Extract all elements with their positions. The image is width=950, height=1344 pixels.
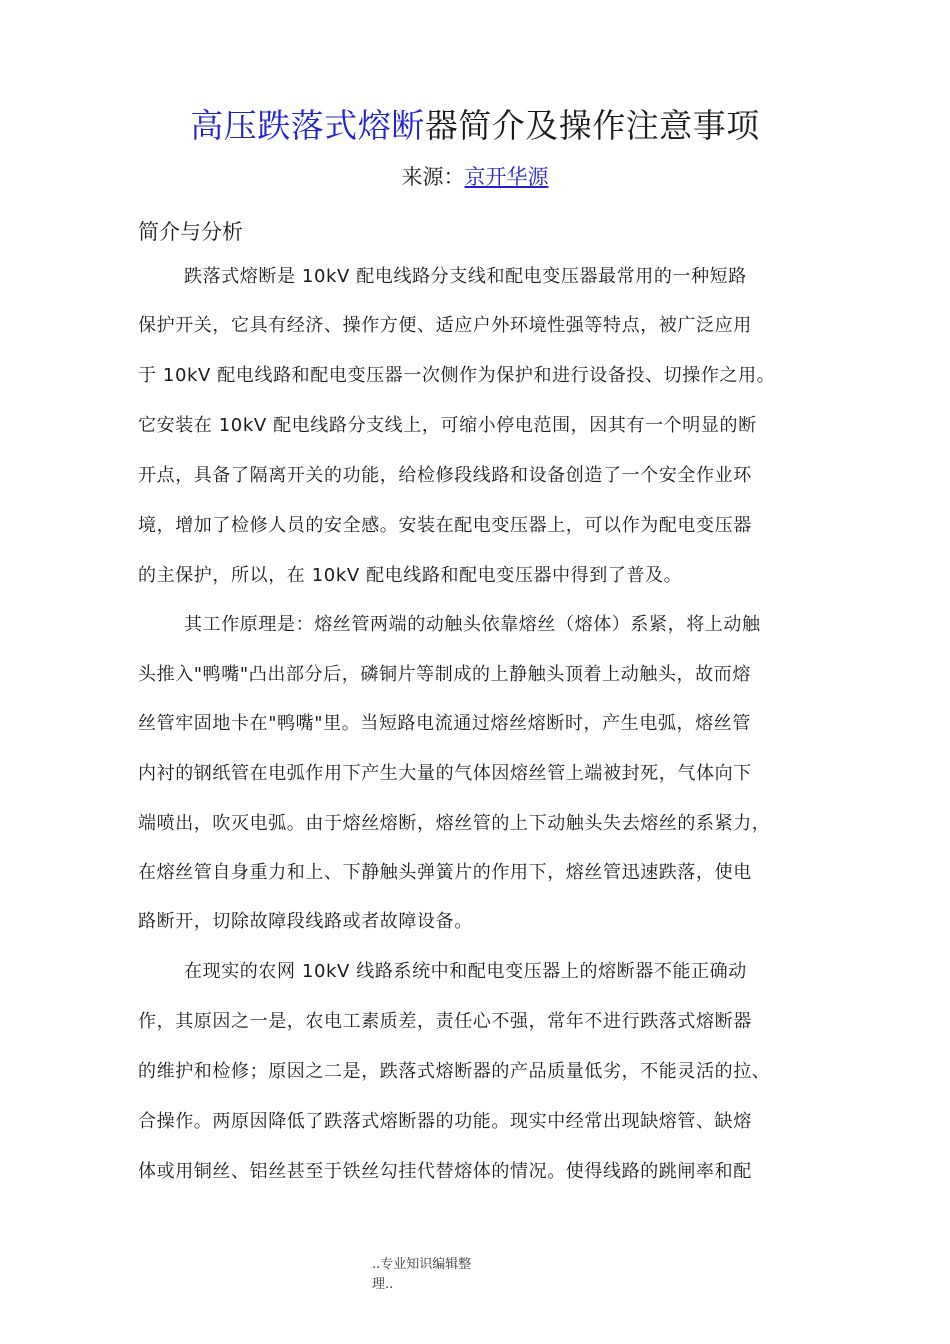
footer-text: 理.. (372, 1277, 394, 1292)
paragraph-line: 体或用铜丝、铝丝甚至于铁丝勾挂代替熔体的情况。使得线路的跳闸率和配 (138, 1161, 752, 1182)
paragraph-line: 境，增加了检修人员的安全感。安装在配电变压器上，可以作为配电变压器 (138, 515, 752, 536)
footer-text: ..专业知识编辑整 (372, 1257, 472, 1272)
document-title (0, 102, 950, 150)
paragraph-line: 它安装在 10kV 配电线路分支线上，可缩小停电范围，因其有一个明显的断 (138, 415, 757, 436)
source-link[interactable]: 京开华源 (464, 165, 549, 189)
paragraph-line: 头推入"鸭嘴"凸出部分后，磷铜片等制成的上静触头顶着上动触头，故而熔 (138, 664, 751, 685)
paragraph-line: 保护开关，它具有经济、操作方便、适应户外环境性强等特点，被广泛应用 (138, 315, 752, 336)
source-label: 来源： (401, 165, 465, 189)
paragraph-line: 合操作。两原因降低了跌落式熔断器的功能。现实中经常出现缺熔管、缺熔 (138, 1111, 752, 1132)
paragraph-line: 的维护和检修；原因之二是，跌落式熔断器的产品质量低劣，不能灵活的拉、 (138, 1061, 771, 1082)
paragraph-line: 端喷出，吹灭电弧。由于熔丝熔断，熔丝管的上下动触头失去熔丝的系紧力， (138, 813, 771, 834)
paragraph-line: 作，其原因之一是，农电工素质差，责任心不强，常年不进行跌落式熔断器 (138, 1011, 752, 1032)
paragraph-line: 在熔丝管自身重力和上、下静触头弹簧片的作用下，熔丝管迅速跌落，使电 (138, 862, 752, 883)
paragraph-line: 其工作原理是：熔丝管两端的动触头依靠熔丝（熔体）系紧，将上动触 (184, 614, 761, 635)
title-link-text[interactable]: 高压跌落式熔断 (190, 106, 425, 145)
paragraph-line: 开点，具备了隔离开关的功能，给检修段线路和设备创造了一个安全作业环 (138, 465, 752, 486)
title-text: 器简介及操作注意事项 (424, 106, 760, 145)
paragraph-line: 于 10kV 配电线路和配电变压器一次侧作为保护和进行设备投、切操作之用。 (138, 365, 776, 386)
paragraph-line: 跌落式熔断是 10kV 配电线路分支线和配电变压器最常用的一种短路 (184, 266, 747, 287)
paragraph-line: 内衬的钢纸管在电弧作用下产生大量的气体因熔丝管上端被封死，气体向下 (138, 763, 752, 784)
paragraph-line: 的主保护，所以，在 10kV 配电线路和配电变压器中得到了普及。 (138, 565, 683, 586)
section-heading: 简介与分析 (138, 220, 243, 244)
paragraph-line: 在现实的农网 10kV 线路系统中和配电变压器上的熔断器不能正确动 (184, 961, 747, 982)
paragraph-line: 路断开，切除故障段线路或者故障设备。 (138, 911, 473, 932)
source-line (0, 160, 950, 194)
paragraph-line: 丝管牢固地卡在"鸭嘴"里。当短路电流通过熔丝熔断时，产生电弧，熔丝管 (138, 713, 751, 734)
